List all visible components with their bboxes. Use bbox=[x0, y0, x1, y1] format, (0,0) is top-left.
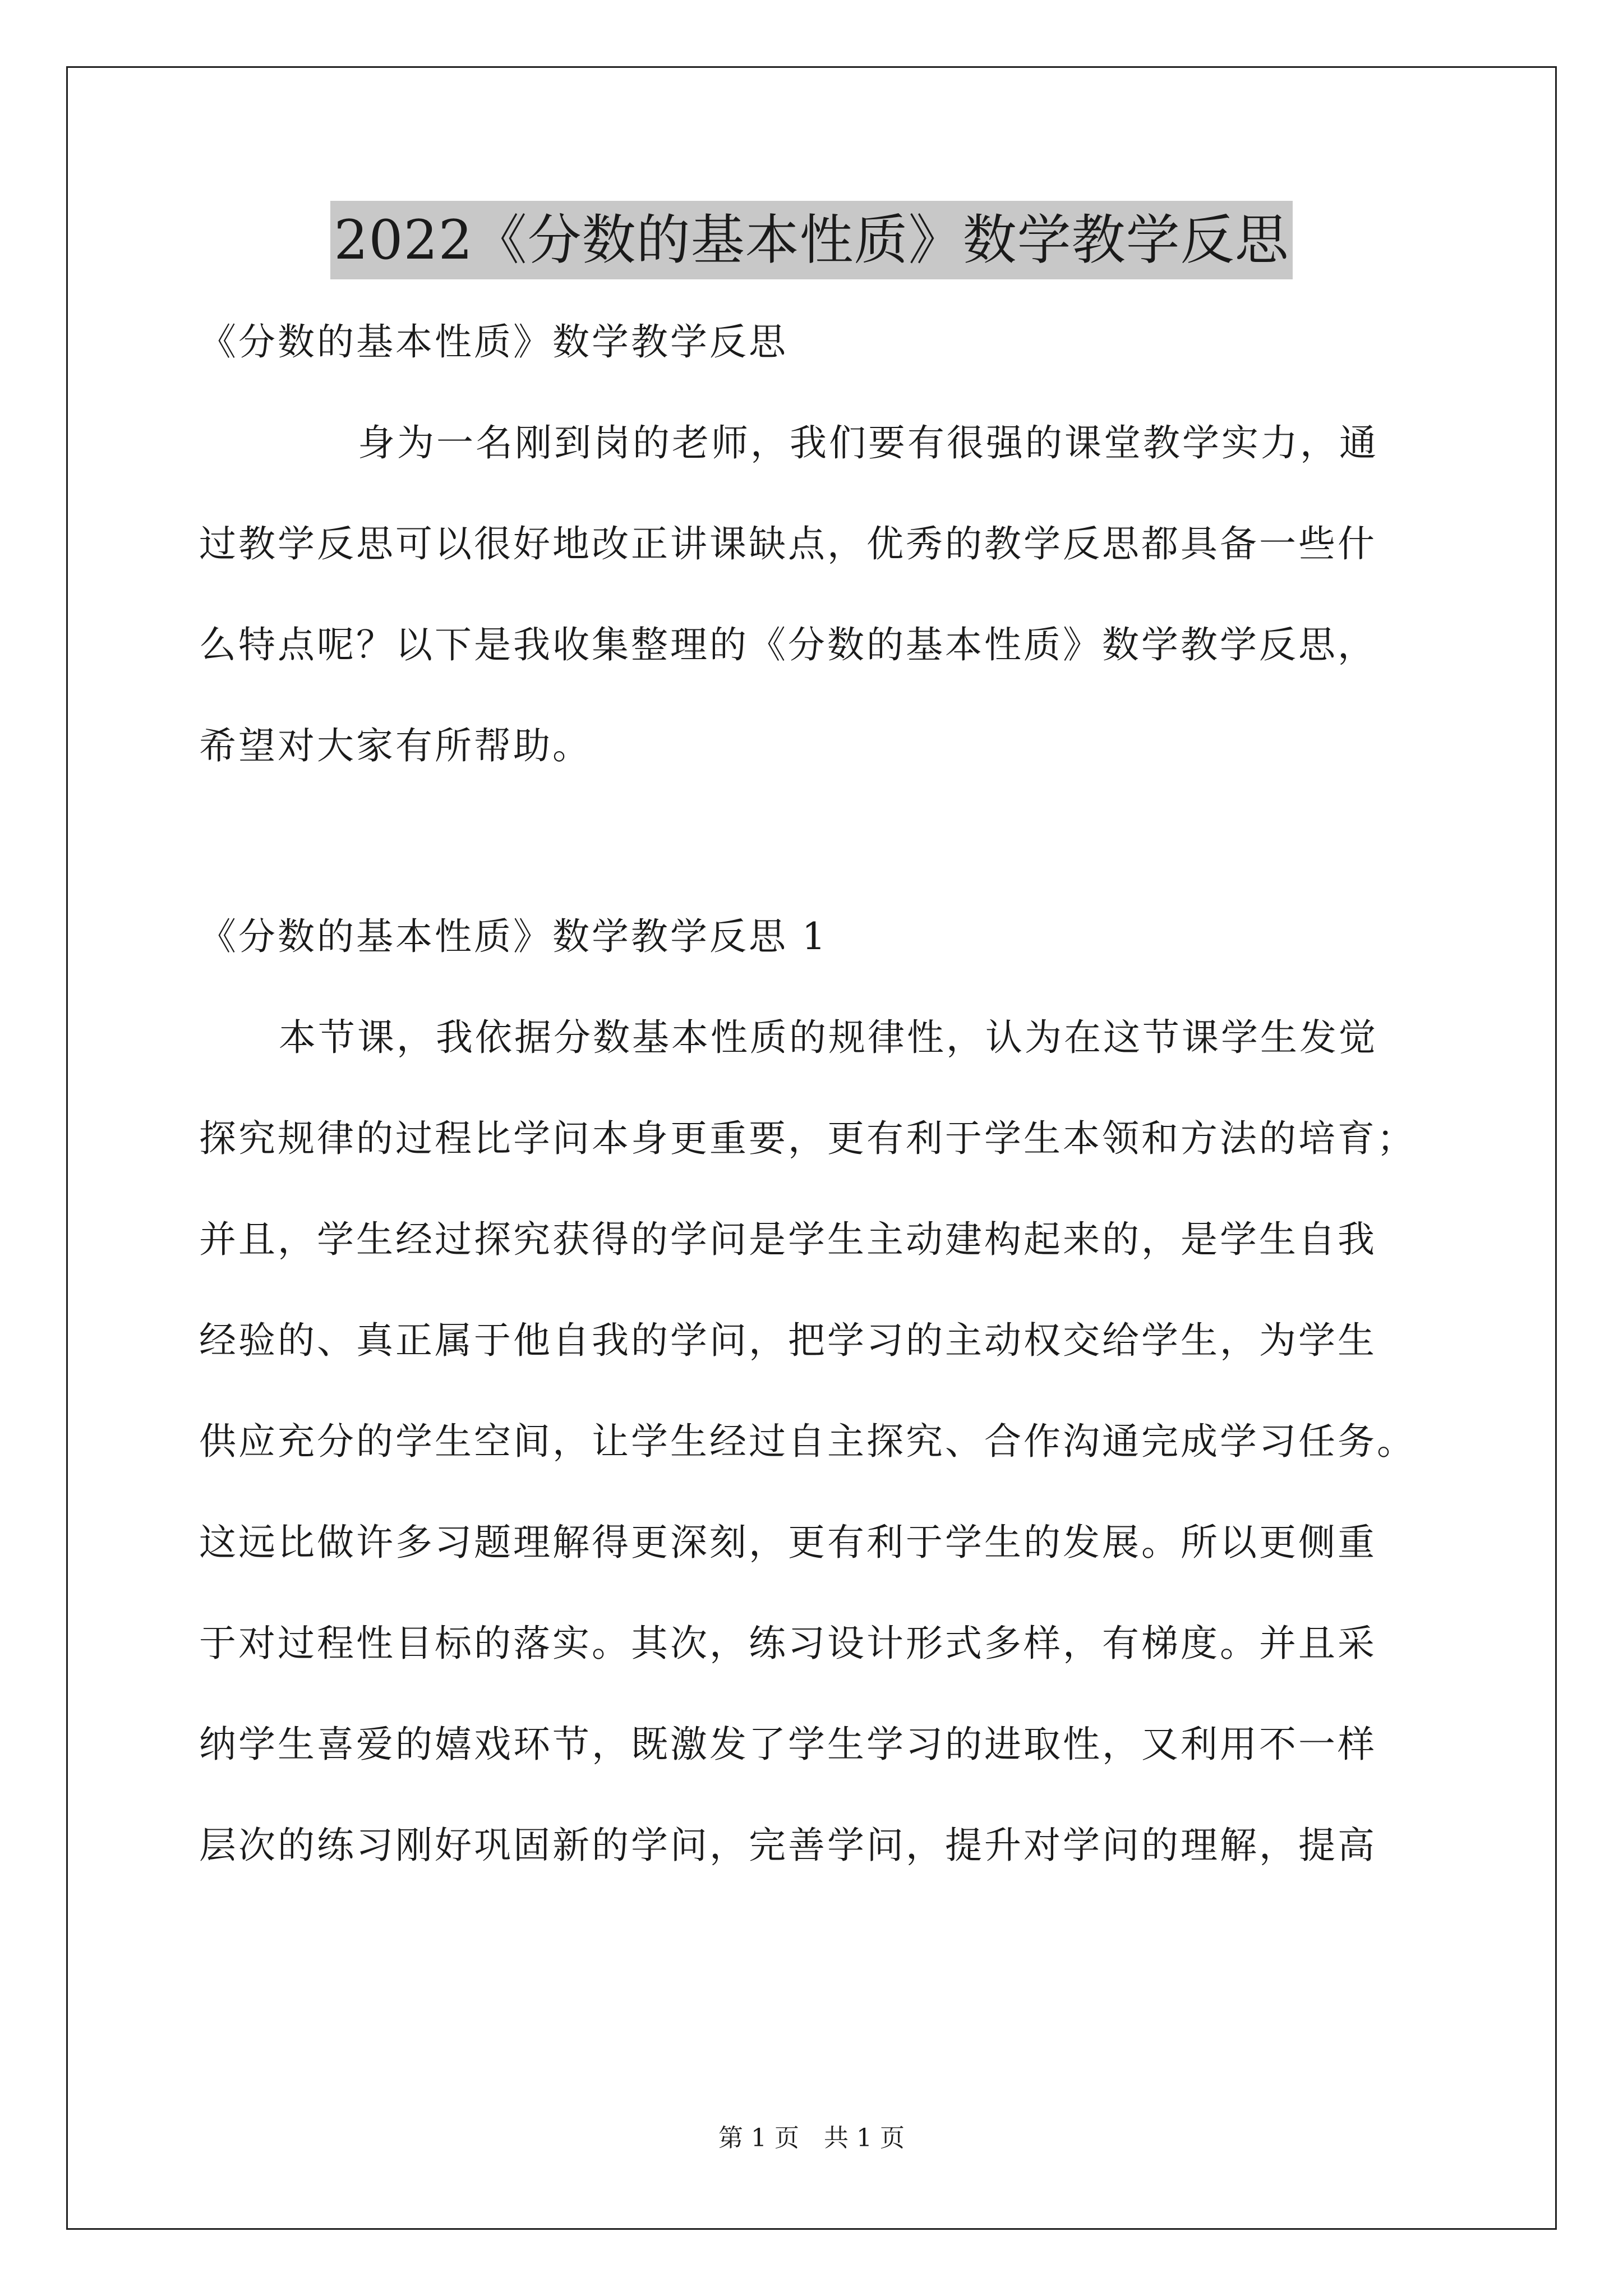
intro-line-3: 么特点呢？以下是我收集整理的《分数的基本性质》数学教学反思， bbox=[199, 623, 1377, 666]
paragraph-line: 经验的、真正属于他自我的学问，把学习的主动权交给学生，为学生 bbox=[199, 1319, 1377, 1362]
subtitle: 《分数的基本性质》数学教学反思 bbox=[199, 320, 788, 364]
paragraph-line: 供应充分的学生空间，让学生经过自主探究、合作沟通完成学习任务。 bbox=[199, 1420, 1416, 1463]
page-footer: 第 1 页 共 1 页 bbox=[718, 2124, 905, 2152]
document-title: 2022《分数的基本性质》数学教学反思 bbox=[330, 201, 1292, 279]
intro-line-1: 身为一名刚到岗的老师，我们要有很强的课堂教学实力，通 bbox=[358, 421, 1378, 464]
title-container bbox=[0, 201, 1623, 279]
paragraph-line: 探究规律的过程比学问本身更重要，更有利于学生本领和方法的培育； bbox=[199, 1117, 1416, 1160]
paragraph-line: 本节课，我依据分数基本性质的规律性，认为在这节课学生发觉 bbox=[279, 1016, 1378, 1059]
paragraph-line: 并且，学生经过探究获得的学问是学生主动建构起来的，是学生自我 bbox=[199, 1218, 1377, 1261]
section-heading: 《分数的基本性质》数学教学反思 1 bbox=[199, 915, 828, 958]
paragraph-line: 这远比做许多习题理解得更深刻，更有利于学生的发展。所以更侧重 bbox=[199, 1521, 1377, 1564]
intro-line-4: 希望对大家有所帮助。 bbox=[199, 724, 592, 767]
paragraph-line: 于对过程性目标的落实。其次，练习设计形式多样，有梯度。并且采 bbox=[199, 1622, 1377, 1665]
intro-line-2: 过教学反思可以很好地改正讲课缺点，优秀的教学反思都具备一些什 bbox=[199, 522, 1377, 565]
paragraph-line: 层次的练习刚好巩固新的学问，完善学问，提升对学问的理解，提高 bbox=[199, 1824, 1377, 1867]
paragraph-line: 纳学生喜爱的嬉戏环节，既激发了学生学习的进取性，又利用不一样 bbox=[199, 1723, 1377, 1766]
